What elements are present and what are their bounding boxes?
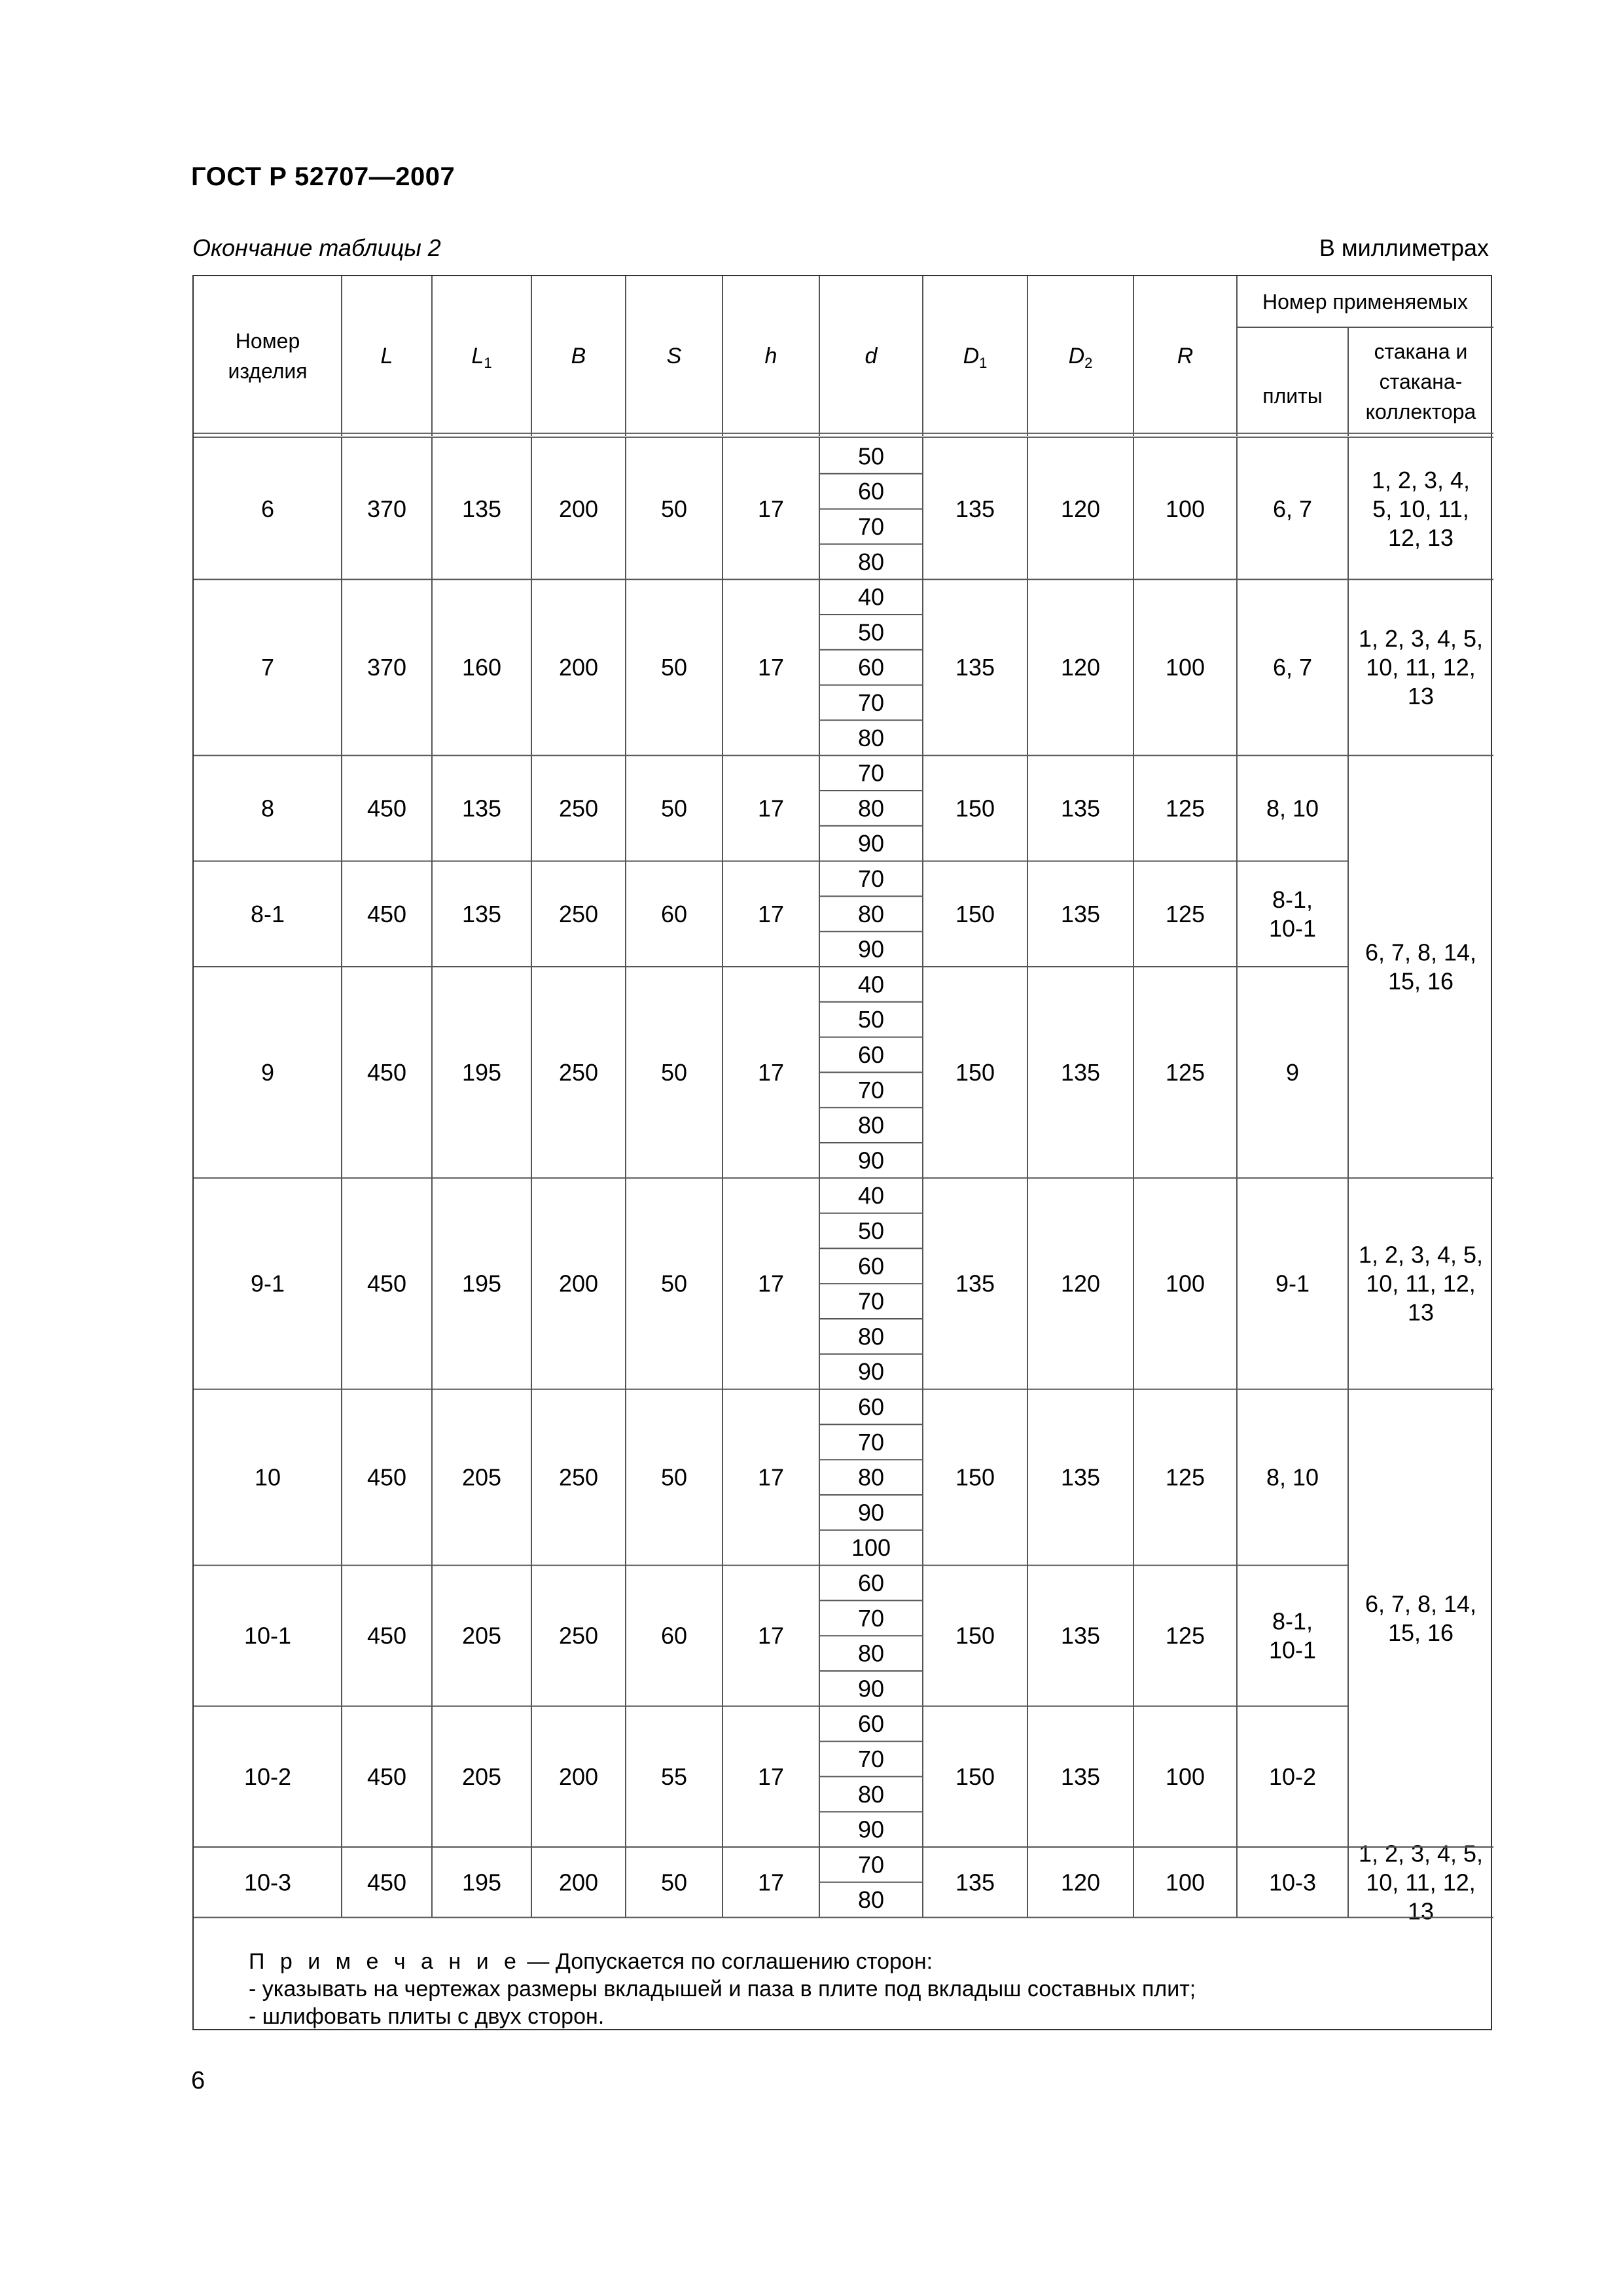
- cell-d: 80: [857, 1780, 885, 1808]
- cell-h: 17: [757, 900, 785, 927]
- cell-glass-collector: 1, 2, 3, 4, 5,: [1358, 1840, 1484, 1867]
- cell-d: 100: [851, 1534, 891, 1562]
- cell-d: 80: [857, 1463, 885, 1491]
- cell-glass-collector-merged: 6, 7, 8, 14,: [1364, 1590, 1477, 1617]
- cell-item-number: 9-1: [250, 1270, 285, 1297]
- cell-D2: 120: [1060, 1270, 1101, 1297]
- header-d: d: [865, 344, 878, 368]
- cell-R: 100: [1165, 654, 1205, 681]
- cell-B: 250: [558, 900, 599, 927]
- header-B: B: [571, 344, 586, 368]
- cell-d: 80: [857, 548, 885, 575]
- cell-R: 125: [1165, 1058, 1205, 1086]
- cell-L: 450: [366, 1622, 407, 1649]
- note-item-1: - указывать на чертежах размеры вкладышей и паза в плите под вкладыш составных плит;: [249, 1977, 1196, 2001]
- cell-B: 200: [558, 1270, 599, 1297]
- cell-plates: 8, 10: [1266, 795, 1319, 822]
- cell-L1: 135: [461, 495, 502, 523]
- cell-d: 60: [857, 1041, 885, 1068]
- cell-glass-collector-merged: 6, 7, 8, 14,: [1364, 939, 1477, 966]
- cell-glass-collector: 13: [1407, 683, 1435, 710]
- header-S: S: [666, 344, 682, 368]
- table-caption: Окончание таблицы 2: [192, 234, 441, 261]
- note-label: П р и м е ч а н и е: [249, 1949, 521, 1974]
- header-glass-collector: стакана-: [1379, 370, 1463, 393]
- units-caption: В миллиметрах: [1319, 234, 1489, 261]
- cell-d: 80: [857, 1111, 885, 1139]
- cell-L1: 195: [461, 1058, 502, 1086]
- cell-D2: 135: [1060, 1763, 1101, 1790]
- cell-d: 60: [857, 1393, 885, 1420]
- dimensions-table: [192, 275, 1492, 2030]
- cell-B: 250: [558, 795, 599, 822]
- cell-R: 100: [1165, 1270, 1205, 1297]
- cell-R: 125: [1165, 795, 1205, 822]
- cell-R: 125: [1165, 900, 1205, 927]
- cell-d: 70: [857, 689, 885, 716]
- cell-D1: 150: [955, 900, 995, 927]
- cell-plates: 6, 7: [1272, 495, 1313, 523]
- cell-d: 80: [857, 1323, 885, 1350]
- cell-item-number: 7: [260, 654, 275, 681]
- cell-glass-collector: 13: [1407, 1299, 1435, 1326]
- cell-S: 50: [660, 495, 688, 523]
- cell-glass-collector: 1, 2, 3, 4,: [1371, 467, 1471, 494]
- cell-glass-collector-merged: 15, 16: [1387, 1619, 1454, 1646]
- cell-d: 70: [857, 1076, 885, 1103]
- header-L: L: [380, 344, 393, 368]
- note-intro: [249, 1948, 1479, 1975]
- cell-D1: 135: [955, 495, 995, 523]
- cell-L1: 195: [461, 1869, 502, 1896]
- document-title: ГОСТ Р 52707—2007: [191, 162, 455, 191]
- cell-L1: 135: [461, 900, 502, 927]
- cell-d: 70: [857, 865, 885, 892]
- cell-R: 100: [1165, 1763, 1205, 1790]
- cell-glass-collector: 1, 2, 3, 4, 5,: [1358, 625, 1484, 653]
- header-R: R: [1177, 344, 1194, 368]
- cell-d: 90: [857, 1499, 885, 1526]
- cell-L1: 205: [461, 1622, 502, 1649]
- cell-L: 370: [366, 654, 407, 681]
- cell-L: 450: [366, 1869, 407, 1896]
- cell-glass-collector: 12, 13: [1387, 524, 1454, 552]
- cell-d: 60: [857, 1570, 885, 1596]
- cell-B: 200: [558, 1869, 599, 1896]
- cell-d: 70: [857, 1287, 885, 1315]
- cell-S: 55: [660, 1763, 688, 1790]
- cell-L: 370: [366, 495, 407, 523]
- cell-S: 50: [660, 1869, 688, 1896]
- cell-d: 70: [857, 759, 885, 787]
- header-item-number: изделия: [228, 359, 308, 383]
- cell-d: 40: [857, 583, 885, 611]
- cell-d: 90: [857, 935, 885, 963]
- cell-B: 200: [558, 495, 599, 523]
- cell-h: 17: [757, 1869, 785, 1896]
- dimensions-table-grid: [194, 276, 1493, 2032]
- cell-h: 17: [757, 654, 785, 681]
- cell-R: 100: [1165, 1869, 1205, 1896]
- header-glass-collector: стакана и: [1374, 340, 1468, 363]
- cell-item-number: 10-3: [243, 1869, 292, 1896]
- cell-item-number: 9: [260, 1058, 275, 1086]
- cell-d: 70: [857, 513, 885, 540]
- cell-B: 250: [558, 1058, 599, 1086]
- cell-L: 450: [366, 1270, 407, 1297]
- cell-d: 70: [857, 1604, 885, 1632]
- cell-D1: 150: [955, 1463, 995, 1491]
- cell-item-number: 10-2: [243, 1763, 292, 1790]
- cell-d: 50: [857, 619, 885, 646]
- cell-R: 125: [1165, 1463, 1205, 1491]
- cell-d: 70: [857, 1851, 885, 1878]
- cell-B: 200: [558, 654, 599, 681]
- cell-plates: 9: [1285, 1058, 1300, 1086]
- cell-B: 250: [558, 1622, 599, 1649]
- cell-plates: 9-1: [1275, 1270, 1310, 1297]
- cell-item-number: 10-1: [243, 1622, 292, 1649]
- cell-D2: 135: [1060, 795, 1101, 822]
- cell-L: 450: [366, 900, 407, 927]
- cell-h: 17: [757, 1463, 785, 1491]
- cell-L1: 205: [461, 1463, 502, 1491]
- cell-d: 60: [857, 1710, 885, 1738]
- cell-S: 50: [660, 654, 688, 681]
- cell-d: 60: [857, 1252, 885, 1280]
- header-h: h: [764, 344, 777, 368]
- cell-D1: 150: [955, 795, 995, 822]
- cell-L: 450: [366, 795, 407, 822]
- header-D1: $D_1$: [963, 344, 988, 371]
- header-glass-collector: коллектора: [1365, 400, 1476, 423]
- header-applied-numbers: Номер применяемых: [1262, 290, 1468, 314]
- cell-D1: 150: [955, 1622, 995, 1649]
- cell-h: 17: [757, 1763, 785, 1790]
- cell-L: 450: [366, 1058, 407, 1086]
- cell-d: 60: [857, 654, 885, 681]
- cell-d: 90: [857, 1816, 885, 1843]
- cell-S: 60: [660, 900, 688, 927]
- cell-plates: 10-1: [1268, 1636, 1317, 1664]
- cell-L1: 160: [461, 654, 502, 681]
- cell-h: 17: [757, 1058, 785, 1086]
- cell-d: 80: [857, 1886, 885, 1914]
- cell-glass-collector: 10, 11, 12,: [1366, 1270, 1476, 1297]
- cell-D2: 120: [1060, 654, 1101, 681]
- note-item-2: - шлифовать плиты с двух сторон.: [249, 2004, 605, 2029]
- cell-d: 70: [857, 1746, 885, 1772]
- cell-D2: 120: [1060, 495, 1101, 523]
- cell-d: 90: [857, 1675, 885, 1702]
- cell-D1: 135: [955, 654, 995, 681]
- cell-item-number: 8-1: [250, 900, 285, 927]
- table-note: [249, 1948, 1479, 2030]
- header-plates: плиты: [1262, 384, 1323, 408]
- cell-d: 50: [857, 442, 885, 470]
- cell-D2: 135: [1060, 1622, 1101, 1649]
- cell-d: 90: [857, 830, 885, 857]
- cell-D2: 135: [1060, 900, 1101, 927]
- cell-d: 50: [857, 1006, 885, 1033]
- cell-plates: 8, 10: [1266, 1463, 1319, 1491]
- cell-plates: 10-1: [1268, 914, 1317, 942]
- cell-B: 250: [558, 1463, 599, 1491]
- cell-D2: 120: [1060, 1869, 1101, 1896]
- cell-d: 50: [857, 1217, 885, 1244]
- cell-item-number: 10: [254, 1463, 281, 1491]
- cell-D1: 150: [955, 1058, 995, 1086]
- cell-d: 80: [857, 795, 885, 822]
- cell-glass-collector-merged: 15, 16: [1387, 967, 1454, 995]
- cell-d: 80: [857, 724, 885, 751]
- cell-glass-collector: 1, 2, 3, 4, 5,: [1358, 1241, 1484, 1268]
- cell-d: 80: [857, 1640, 885, 1667]
- cell-L1: 135: [461, 795, 502, 822]
- cell-item-number: 6: [260, 495, 275, 523]
- page-number: 6: [191, 2067, 205, 2094]
- cell-glass-collector: 5, 10, 11,: [1372, 495, 1469, 523]
- cell-d: 40: [857, 971, 885, 998]
- cell-d: 80: [857, 900, 885, 927]
- cell-D1: 135: [955, 1270, 995, 1297]
- cell-D1: 150: [955, 1763, 995, 1790]
- cell-d: 60: [857, 478, 885, 505]
- header-D2: $D_2$: [1068, 344, 1093, 371]
- cell-L1: 195: [461, 1270, 502, 1297]
- cell-glass-collector: 10, 11, 12,: [1366, 654, 1476, 681]
- cell-d: 70: [857, 1428, 885, 1456]
- cell-h: 17: [757, 495, 785, 523]
- cell-h: 17: [757, 1622, 785, 1649]
- header-item-number: Номер: [235, 329, 300, 353]
- cell-S: 50: [660, 1270, 688, 1297]
- cell-d: 40: [857, 1182, 885, 1210]
- cell-R: 100: [1165, 495, 1205, 523]
- cell-plates: 8-1,: [1272, 886, 1313, 913]
- cell-item-number: 8: [260, 795, 275, 822]
- cell-S: 60: [660, 1622, 688, 1649]
- cell-glass-collector: 13: [1407, 1897, 1435, 1925]
- cell-D1: 135: [955, 1869, 995, 1896]
- cell-L: 450: [366, 1463, 407, 1491]
- cell-plates: 6, 7: [1272, 654, 1313, 681]
- cell-plates: 8-1,: [1272, 1607, 1313, 1635]
- cell-R: 125: [1165, 1622, 1205, 1649]
- cell-D2: 135: [1060, 1463, 1101, 1491]
- cell-d: 90: [857, 1358, 885, 1386]
- cell-S: 50: [660, 1058, 688, 1086]
- cell-d: 90: [857, 1147, 885, 1174]
- cell-L: 450: [366, 1763, 407, 1790]
- cell-D2: 135: [1060, 1058, 1101, 1086]
- cell-S: 50: [660, 795, 688, 822]
- cell-S: 50: [660, 1463, 688, 1491]
- cell-plates: 10-2: [1268, 1763, 1317, 1790]
- cell-glass-collector: 10, 11, 12,: [1366, 1869, 1476, 1896]
- cell-L1: 205: [461, 1763, 502, 1790]
- header-L1: $L_1$: [471, 344, 492, 371]
- cell-plates: 10-3: [1268, 1869, 1317, 1896]
- cell-h: 17: [757, 1270, 785, 1297]
- cell-B: 200: [558, 1763, 599, 1790]
- cell-h: 17: [757, 795, 785, 822]
- note-intro-text: — Допускается по соглашению сторон:: [520, 1949, 933, 1974]
